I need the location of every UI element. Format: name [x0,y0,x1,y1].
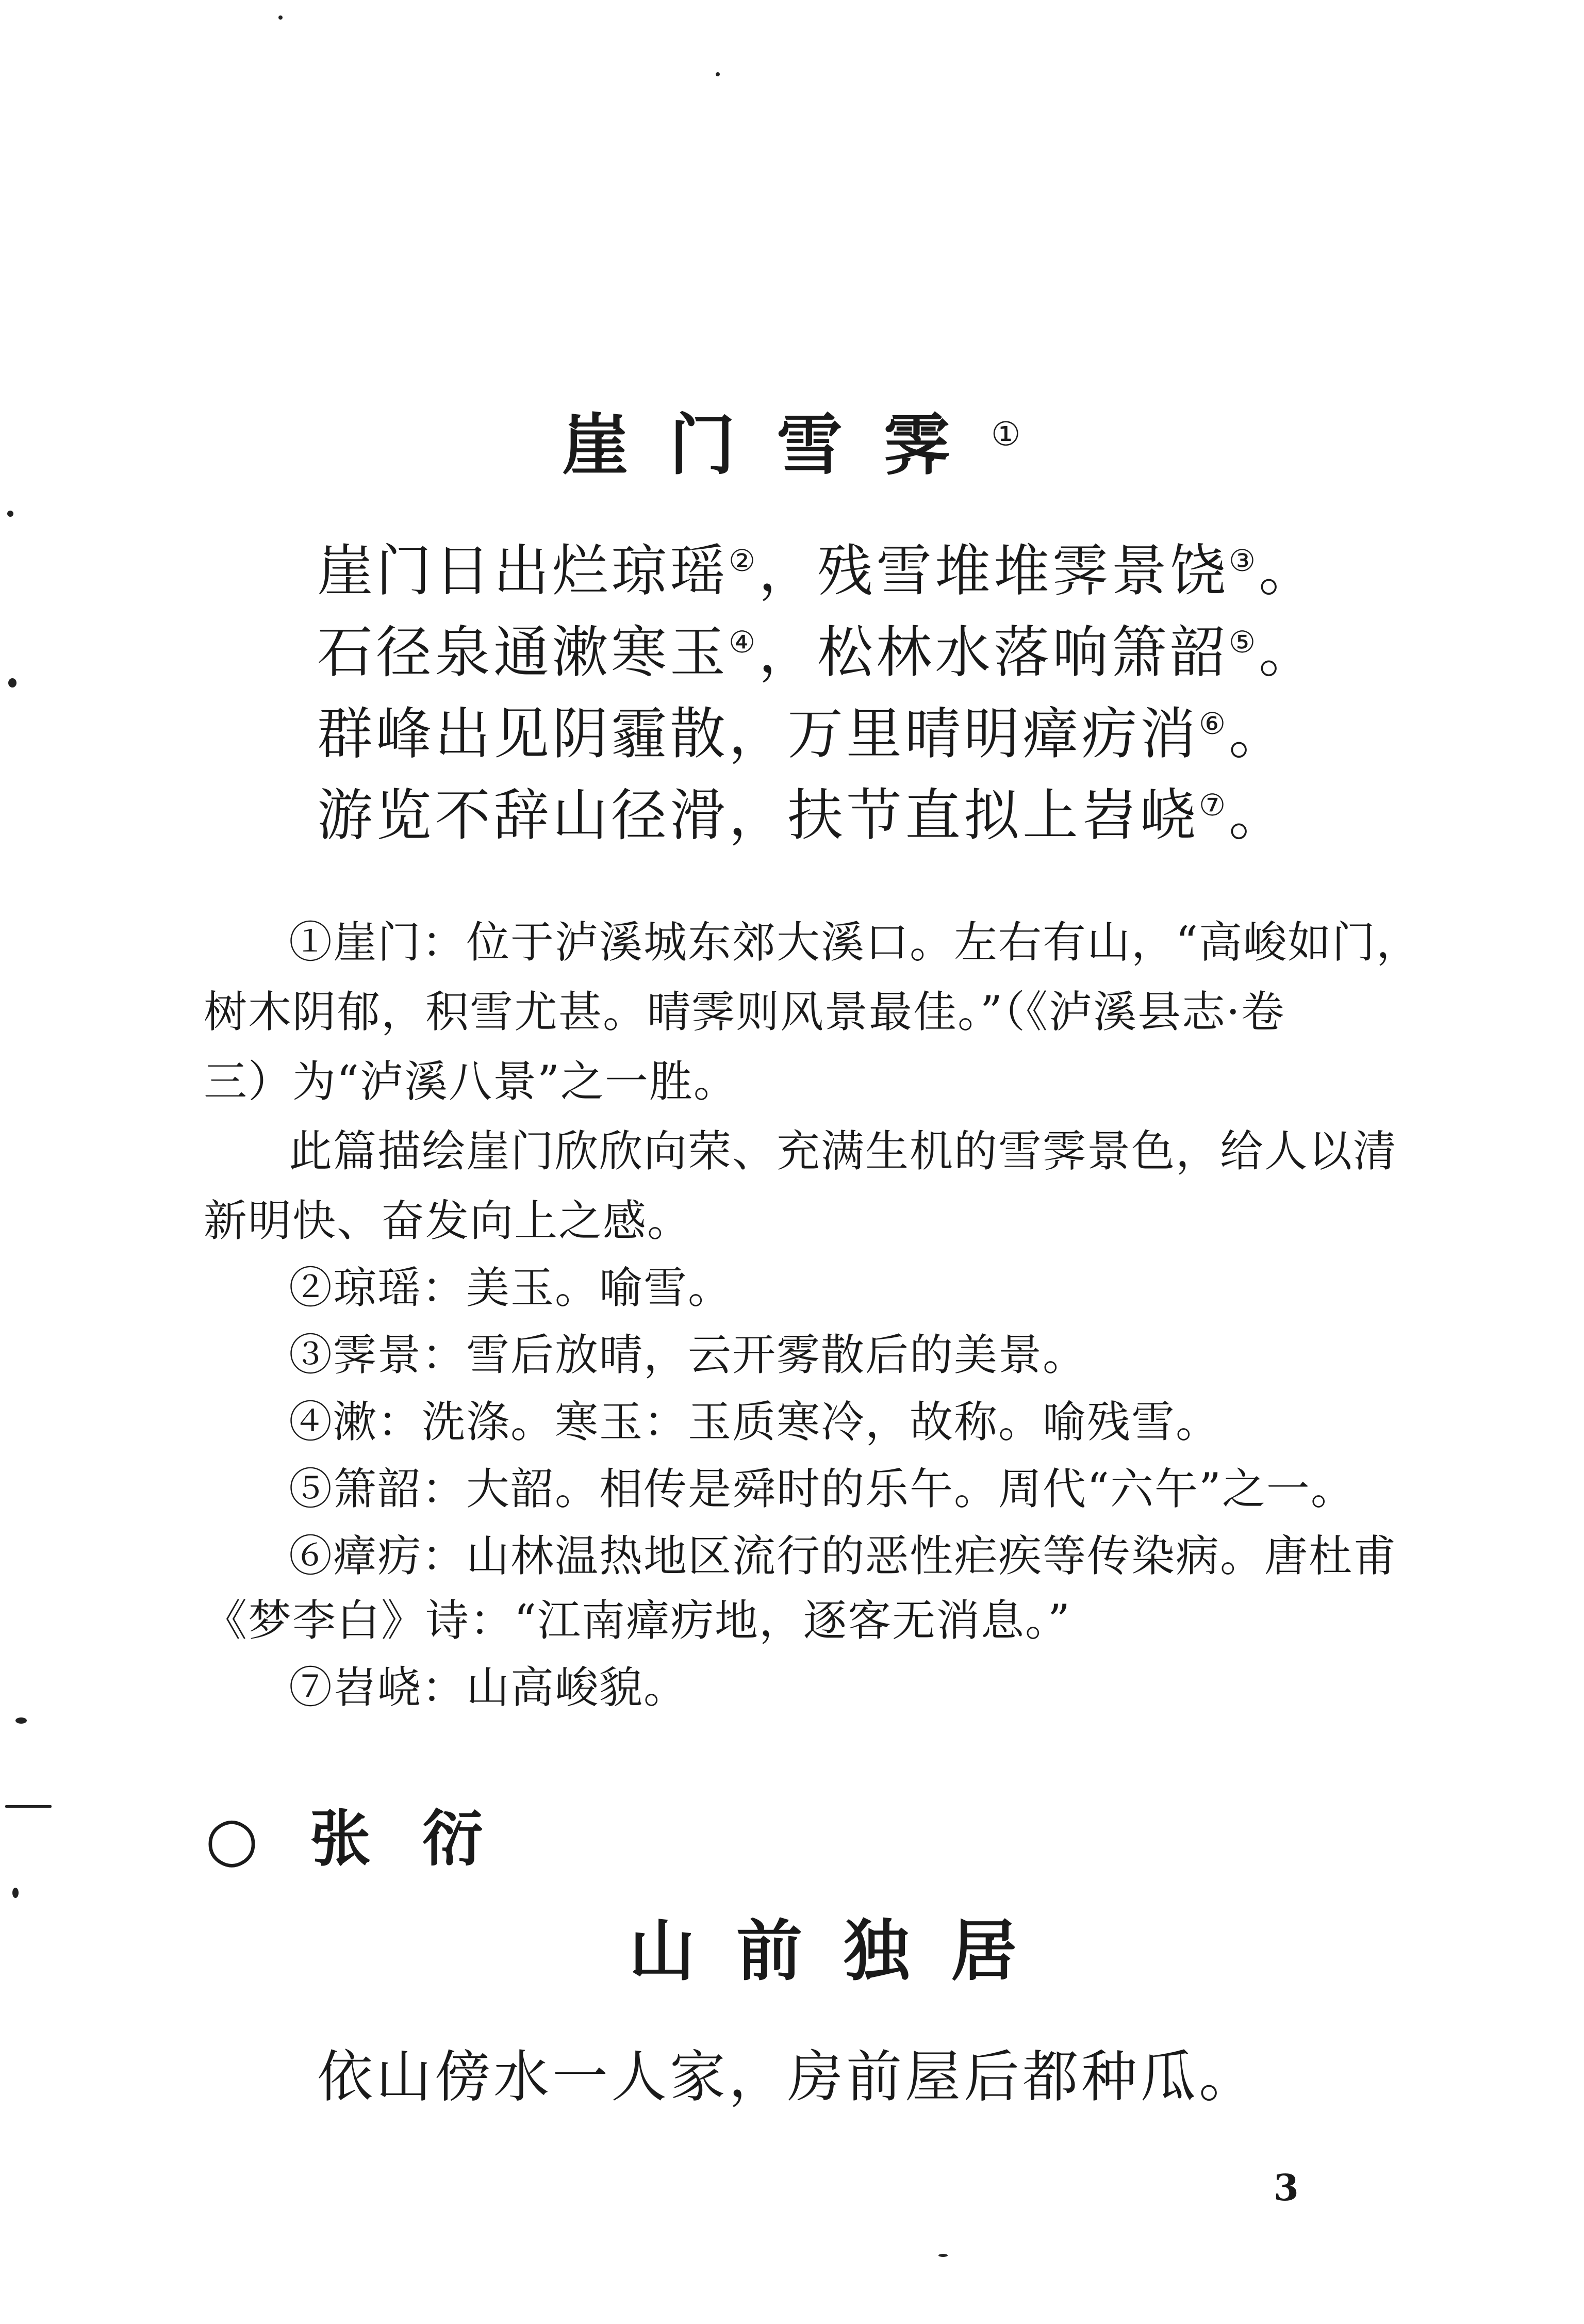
line-3-mark: ⑥ [1199,706,1229,741]
line-2-end: 。 [1259,620,1318,685]
poem-line-1 [317,526,1317,606]
scan-speck [15,1717,27,1724]
scan-speck [938,2254,948,2257]
scan-speck [716,72,720,76]
line-2-mark-a: ④ [729,625,759,660]
poem-title-text: 崖门雪霁 [562,406,992,484]
note-line-5: 新明快、奋发向上之感。 [204,1196,692,1246]
title-note-mark: ① [991,415,1021,454]
poem-line-3 [317,689,1288,769]
line-3-part-a: 群峰出见阴霾散，万里晴明瘴疠消 [317,702,1199,766]
line-3-end: 。 [1229,702,1288,766]
scan-speck [278,15,283,20]
scan-speck [7,511,13,517]
poem2-title: 山前独居 [629,1912,1059,1990]
note-line-8: ④漱：洗涤。寒玉：玉质寒冷，故称。喻残雪。 [289,1397,1220,1447]
note-line-4: 此篇描绘崖门欣欣向荣、充满生机的雪霁景色，给人以清 [289,1126,1398,1176]
line-4-part-a: 游览不辞山径滑，扶节直拟上岧峣 [317,783,1199,848]
note-line-12: ⑦岧峣：山高峻貌。 [289,1662,688,1713]
poem-line-2 [317,608,1317,688]
note-line-2: 树木阴郁，积雪尤甚。晴霁则风景最佳。”（《泸溪县志·卷 [204,987,1285,1037]
author-name: ○张衍 [205,1803,535,1874]
note-line-1: ①崖门：位于泸溪城东郊大溪口。左右有山，“高峻如门， [289,917,1421,968]
line-4-end: 。 [1229,783,1288,848]
line-1-end: 。 [1259,539,1318,603]
scan-speck [8,678,16,688]
scan-speck [12,1888,19,1898]
line-1-mark-b: ③ [1229,543,1259,578]
poem2-line-1: 依山傍水一人家，房前屋后都种瓜。 [317,2045,1258,2109]
note-line-9: ⑤箫韶：大韶。相传是舜时的乐午。周代“六午”之一。 [289,1464,1355,1514]
scan-speck [5,1805,52,1808]
note-line-7: ③霁景：雪后放晴，云开雾散后的美景。 [289,1330,1087,1380]
page-number: 3 [1274,2166,1299,2209]
line-4-mark: ⑦ [1199,788,1229,823]
line-1-mark-a: ② [729,543,759,578]
note-line-3: 三）为“泸溪八景”之一胜。 [204,1056,738,1107]
line-2-part-b: ，松林水落响箫韶 [758,620,1229,685]
poem-line-4 [317,771,1288,850]
line-2-mark-b: ⑤ [1229,625,1259,660]
poem-title [562,392,1020,487]
note-line-11: 《梦李白》诗：“江南瘴疠地，逐客无消息。” [204,1595,1071,1646]
line-1-part-a: 崖门日出烂琼瑶 [317,539,729,603]
line-2-part-a: 石径泉通漱寒玉 [317,620,729,685]
note-line-10: ⑥瘴疠：山林温热地区流行的恶性疟疾等传染病。唐杜甫 [289,1531,1398,1581]
line-1-part-b: ，残雪堆堆霁景饶 [758,539,1229,603]
note-line-6: ②琼瑶：美玉。喻雪。 [289,1263,733,1313]
